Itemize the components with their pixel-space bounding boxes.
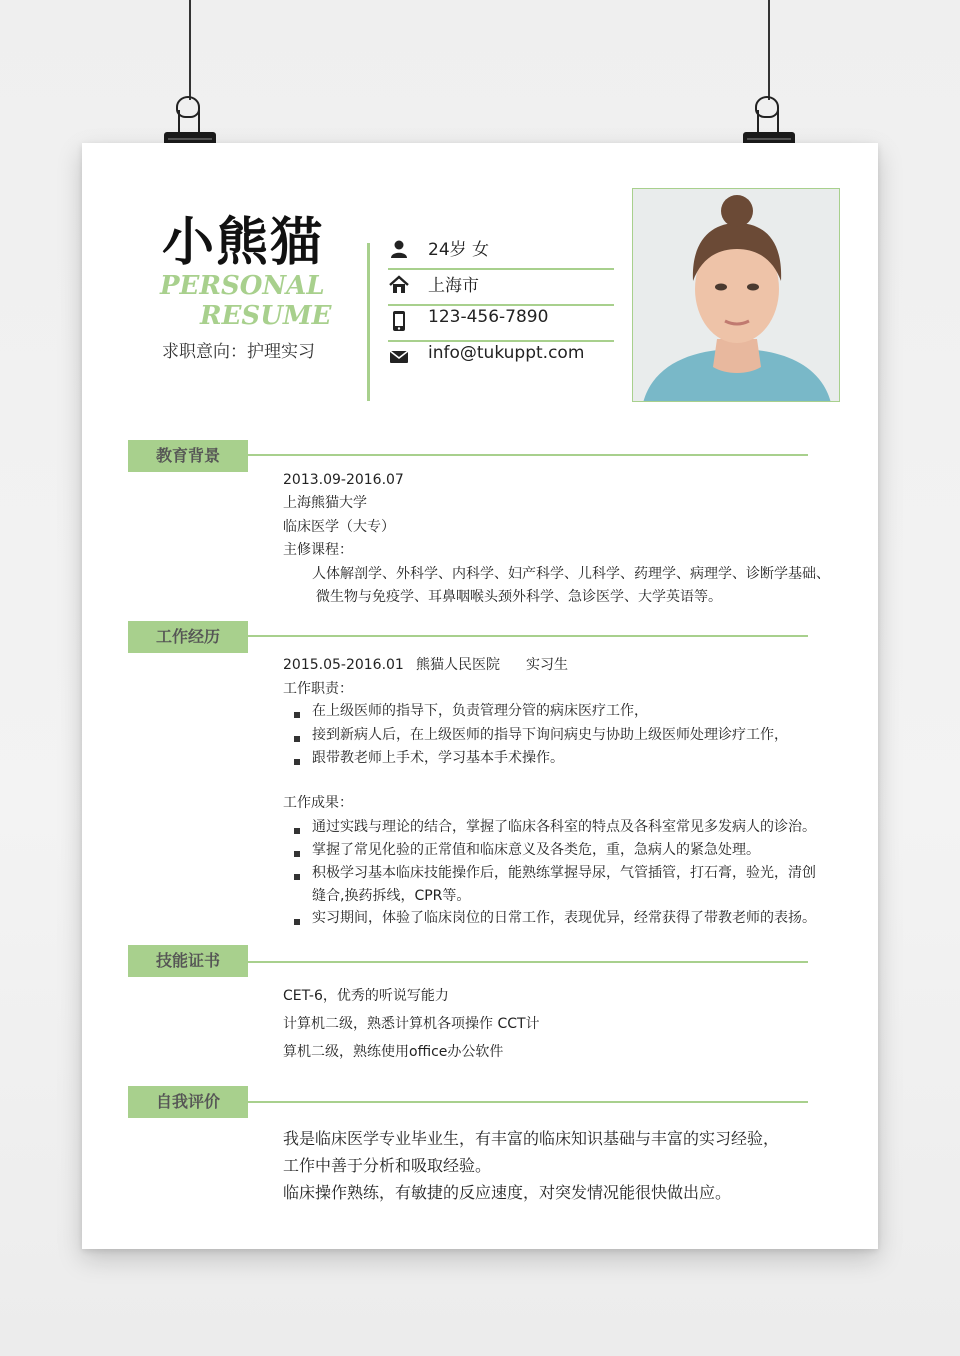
email-text[interactable]: info@tukuppt.com	[428, 343, 585, 363]
user-icon	[388, 238, 410, 260]
work-period: 2015.05-2016.01	[283, 657, 404, 673]
work-company: 熊猫人民医院	[416, 657, 500, 673]
results-label: 工作成果：	[283, 795, 353, 811]
result-item: 通过实践与理论的结合，掌握了临床各科室的特点及各科室常见多发病人的诊治。	[312, 819, 816, 835]
result-item: 实习期间，体验了临床岗位的日常工作，表现优异，经常获得了带教老师的表扬。	[312, 910, 816, 926]
section-rule-skills	[248, 961, 808, 963]
phone-icon	[388, 310, 410, 332]
skill-item: 算机二级，熟练使用office办公软件	[283, 1044, 504, 1060]
candidate-name: 小熊猫	[162, 213, 325, 273]
contact-phone	[388, 304, 614, 342]
bullet	[294, 736, 300, 742]
education-school: 上海熊猫大学	[283, 495, 367, 511]
hanging-wire-left	[189, 0, 191, 100]
section-rule-education	[248, 454, 808, 456]
self-eval-line: 工作中善于分析和吸取经验。	[283, 1156, 492, 1175]
personal-label: PERSONAL	[160, 271, 325, 301]
courses-line-1: 人体解剖学、外科学、内科学、妇产科学、儿科学、药理学、病理学、诊断学基础、	[312, 566, 830, 582]
profile-photo	[632, 188, 840, 402]
mail-icon	[388, 346, 410, 368]
section-rule-work	[248, 635, 808, 637]
result-item-continued: 缝合,换药拆线，CPR等。	[312, 888, 471, 904]
bullet	[294, 851, 300, 857]
education-major: 临床医学（大专）	[283, 519, 395, 535]
duty-item: 在上级医师的指导下，负责管理分管的病床医疗工作，	[312, 703, 648, 719]
result-item: 掌握了常见化验的正常值和临床意义及各类危，重，急病人的紧急处理。	[312, 842, 760, 858]
courses-label: 主修课程：	[283, 542, 353, 558]
header-divider	[367, 243, 370, 401]
result-item: 积极学习基本临床技能操作后，能熟练掌握导尿，气管插管，打石膏，验光，清创	[312, 865, 816, 881]
duties-label: 工作职责：	[283, 681, 353, 697]
work-position: 实习生	[526, 657, 568, 673]
contact-email	[388, 340, 614, 376]
section-rule-self-eval	[248, 1101, 808, 1103]
education-period: 2013.09-2016.07	[283, 472, 404, 488]
home-icon	[388, 274, 410, 296]
section-title-self-eval: 自我评价	[128, 1086, 248, 1118]
phone-text[interactable]: 123-456-7890	[428, 307, 549, 327]
contact-age-gender	[388, 232, 614, 270]
skill-item: 计算机二级，熟悉计算机各项操作 CCT计	[283, 1016, 540, 1032]
courses-line-2: 微生物与免疫学、耳鼻咽喉头颈外科学、急诊医学、大学英语等。	[316, 589, 722, 605]
age-gender-text: 24岁 女	[428, 240, 490, 260]
duty-item: 接到新病人后，在上级医师的指导下询问病史与协助上级医师处理诊疗工作，	[312, 727, 788, 743]
section-title-education: 教育背景	[128, 440, 248, 472]
city-text: 上海市	[428, 276, 479, 296]
skill-item: CET-6，优秀的听说写能力	[283, 988, 449, 1004]
resume-page	[82, 143, 878, 1249]
self-eval-line: 我是临床医学专业毕业生，有丰富的临床知识基础与丰富的实习经验，	[283, 1129, 780, 1148]
bullet	[294, 759, 300, 765]
section-title-skills: 技能证书	[128, 945, 248, 977]
section-title-work: 工作经历	[128, 621, 248, 653]
duty-item: 跟带教老师上手术，学习基本手术操作。	[312, 750, 564, 766]
bullet	[294, 828, 300, 834]
bullet	[294, 712, 300, 718]
portrait-image	[633, 189, 840, 402]
bullet	[294, 874, 300, 880]
self-eval-line: 临床操作熟练，有敏捷的反应速度，对突发情况能很快做出应。	[283, 1183, 732, 1202]
bullet	[294, 919, 300, 925]
resume-label: RESUME	[200, 301, 332, 331]
hanging-wire-right	[768, 0, 770, 100]
contact-city	[388, 268, 614, 306]
job-intent: 求职意向：护理实习	[162, 342, 315, 362]
